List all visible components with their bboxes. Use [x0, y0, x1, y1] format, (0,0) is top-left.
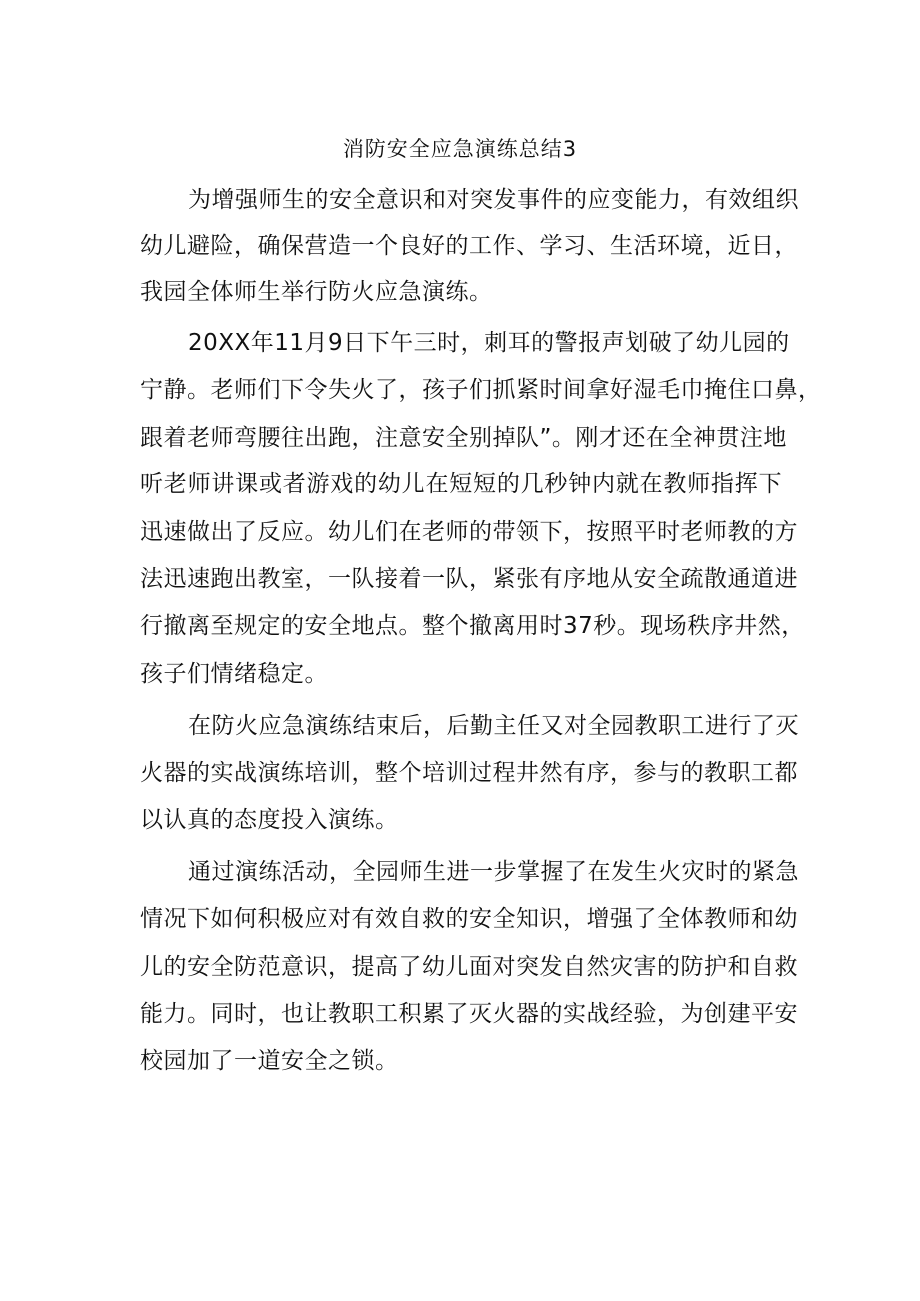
paragraph-4-line-2: 情况下如何积极应对有效自救的安全知识，增强了全体教师和幼 [140, 906, 798, 932]
paragraph-2-line-1: 20XX年11月9日下午三时，刺耳的警报声划破了幼儿园的 [188, 330, 790, 356]
paragraph-1-line-2: 幼儿避险，确保营造一个良好的工作、学习、生活环境，近日， [140, 233, 798, 259]
paragraph-3-line-1: 在防火应急演练结束后，后勤主任又对全园教职工进行了灭 [188, 713, 799, 739]
paragraph-4-line-1: 通过演练活动，全园师生进一步掌握了在发生火灾时的紧急 [188, 859, 799, 885]
paragraph-2-line-5: 迅速做出了反应。幼儿们在老师的带领下，按照平时老师教的方 [140, 519, 798, 545]
paragraph-2-line-8: 孩子们情绪稳定。 [140, 661, 328, 687]
document-title: 消防安全应急演练总结3 [342, 137, 578, 161]
paragraph-2-line-6: 法迅速跑出教室，一队接着一队，紧张有序地从安全疏散通道进 [140, 566, 798, 592]
paragraph-1-line-3: 我园全体师生举行防火应急演练。 [140, 279, 493, 305]
paragraph-1-line-1: 为增强师生的安全意识和对突发事件的应变能力，有效组织 [188, 187, 799, 213]
paragraph-2-line-3: 跟着老师弯腰往出跑，注意安全别掉队”。刚才还在全神贯注地 [140, 425, 787, 451]
paragraph-4-line-3: 儿的安全防范意识，提高了幼儿面对突发自然灾害的防护和自救 [140, 954, 798, 980]
paragraph-4-line-4: 能力。同时，也让教职工积累了灭火器的实战经验，为创建平安 [140, 1001, 798, 1027]
paragraph-2-line-7: 行撤离至规定的安全地点。整个撤离用时37秒。现场秩序井然， [140, 613, 805, 639]
paragraph-3-line-2: 火器的实战演练培训，整个培训过程井然有序，参与的教职工都 [140, 760, 798, 786]
paragraph-2-line-2: 宁静。老师们下令失火了，孩子们抓紧时间拿好湿毛巾掩住口鼻， [140, 377, 822, 403]
paragraph-4-line-5: 校园加了一道安全之锁。 [140, 1048, 399, 1074]
paragraph-2-line-4: 听老师讲课或者游戏的幼儿在短短的几秒钟内就在教师指挥下 [140, 471, 782, 497]
paragraph-3-line-3: 以认真的态度投入演练。 [140, 807, 399, 833]
